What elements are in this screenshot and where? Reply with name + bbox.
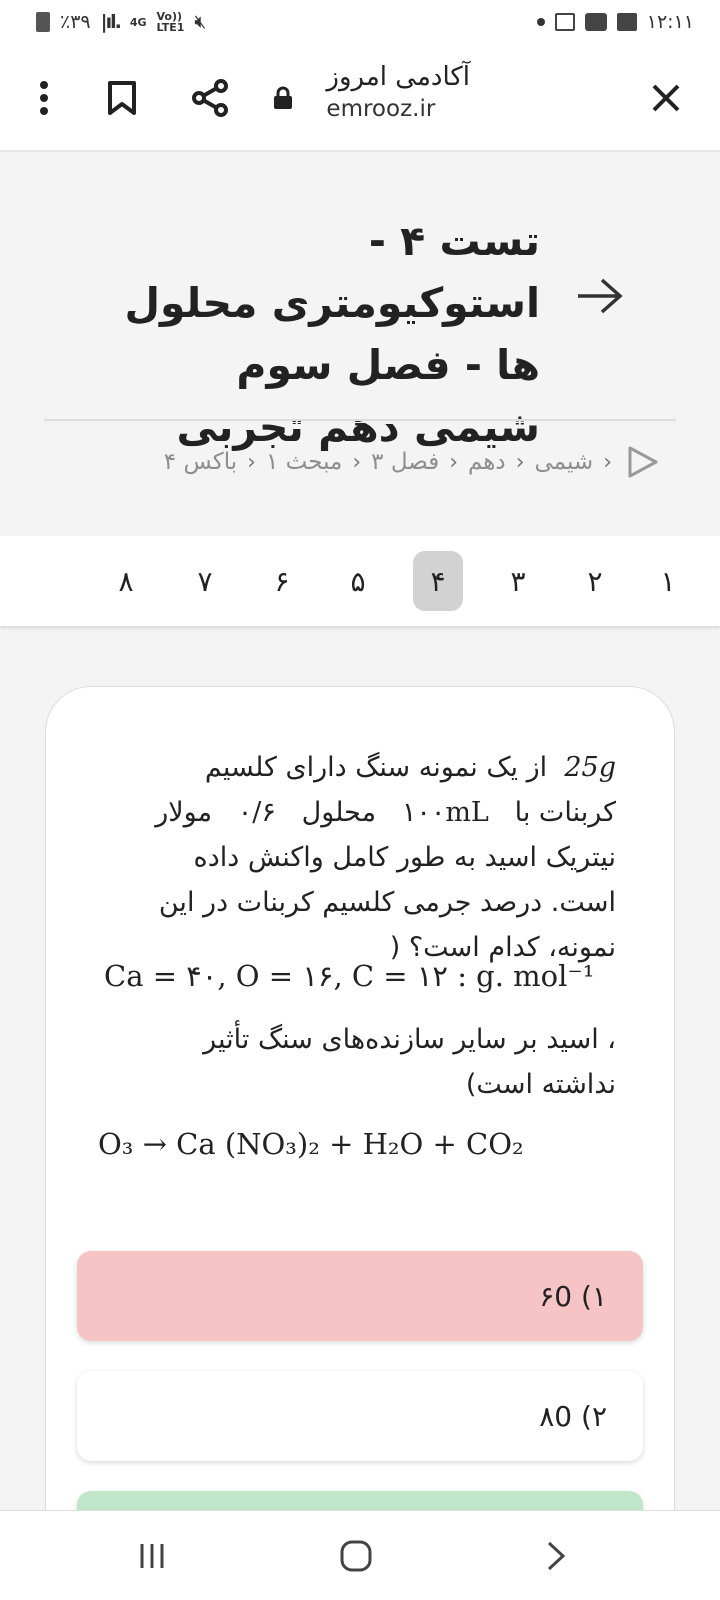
more-options-button[interactable]	[18, 72, 70, 124]
volte-label: Vo))	[156, 10, 183, 23]
share-icon	[191, 79, 229, 117]
status-bar	[0, 0, 720, 44]
question-text-part: از یک نمونه سنگ دارای کلسیم	[204, 752, 548, 783]
question-line: است. درصد جرمی کلسیم کربنات در این	[158, 887, 616, 918]
question-text-part: کربنات با	[514, 797, 616, 828]
chevron-left-icon: ‹	[247, 449, 256, 475]
question-line: نمونه، کدام است؟ (	[389, 932, 616, 963]
notification-dot-icon	[537, 18, 545, 26]
network-volte	[157, 11, 185, 33]
recent-apps-button[interactable]	[122, 1533, 182, 1579]
chevron-left-icon: ‹	[603, 449, 612, 475]
chevron-right-icon	[545, 1540, 567, 1572]
status-right	[537, 11, 694, 33]
question-line	[146, 745, 616, 790]
page-title: تست ۴ - استوکیومتری محلول ها - فصل سوم شیمی دهم تجربی	[124, 217, 540, 451]
answer-option-2[interactable]	[77, 1371, 643, 1461]
chevron-left-icon: ‹	[449, 449, 458, 475]
breadcrumb-item[interactable]: فصل ۳	[371, 449, 440, 475]
page-item-4[interactable]: ۴	[413, 551, 463, 611]
atomic-masses-formula: Ca = ۴۰, O = ۱۶, C = ۱۲ : g. mol⁻¹	[104, 959, 595, 993]
page-header	[0, 152, 720, 536]
question-text-part: محلول	[301, 797, 377, 828]
battery-icon	[36, 12, 50, 32]
solution-volume: ۱۰۰mL	[401, 797, 489, 828]
signal-icon: |ıl.	[100, 11, 120, 33]
close-button[interactable]	[640, 72, 692, 124]
breadcrumb-item[interactable]: مبحث ۱	[265, 449, 343, 475]
question-line: نداشته است)	[465, 1069, 616, 1100]
question-note	[146, 1017, 616, 1107]
breadcrumb-item[interactable]: شیمی	[534, 449, 594, 475]
page-item-2[interactable]: ۲	[587, 564, 603, 598]
breadcrumb	[164, 442, 660, 482]
answer-option-1[interactable]	[77, 1251, 643, 1341]
reaction-equation: O₃ → Ca (NO₃)₂ + H₂O + CO₂	[98, 1127, 524, 1161]
page-item-7[interactable]: ۷	[197, 564, 213, 598]
share-button[interactable]	[184, 72, 236, 124]
breadcrumb-item[interactable]: دهم	[468, 449, 506, 475]
back-button[interactable]	[526, 1533, 586, 1579]
bookmark-icon	[107, 80, 137, 116]
arrow-right-icon[interactable]	[574, 276, 626, 316]
question-text	[146, 745, 616, 970]
chevron-left-icon: ‹	[515, 449, 525, 475]
status-left	[36, 11, 206, 33]
clock: ۱۲:۱۱	[646, 11, 694, 33]
question-line: ، اسید بر سایر سازنده‌های سنگ تأثیر	[203, 1024, 616, 1055]
question-line: نیتریک اسید به طور کامل واکنش داده	[193, 842, 616, 873]
home-button[interactable]	[326, 1533, 386, 1579]
question-text-part: مولار	[155, 797, 213, 828]
calendar-icon	[555, 13, 575, 31]
recent-apps-icon	[137, 1541, 167, 1571]
question-pager	[0, 536, 720, 626]
battery-level: ٪۳۹	[60, 11, 91, 33]
system-nav-bar	[0, 1510, 720, 1600]
chevron-left-icon: ‹	[352, 449, 362, 475]
more-vert-icon	[39, 80, 49, 116]
lock-icon	[272, 86, 294, 110]
question-line	[146, 790, 616, 835]
answer-option-label: ۲) ۸0	[539, 1399, 607, 1433]
home-icon	[339, 1539, 373, 1573]
page-item-6[interactable]: ۶	[274, 564, 290, 598]
page-item-5[interactable]: ۵	[350, 564, 366, 598]
page-item-1[interactable]: ۱	[660, 564, 676, 598]
answer-option-label: ۱) ۶0	[539, 1279, 607, 1313]
breadcrumb-item[interactable]: باکس ۴	[163, 449, 238, 475]
close-icon	[651, 83, 681, 113]
gallery-icon	[617, 13, 637, 31]
sample-mass: 25g	[564, 752, 616, 783]
site-title: آکادمی امروز	[326, 62, 470, 92]
bookmark-button[interactable]	[96, 72, 148, 124]
chat-icon	[585, 13, 607, 31]
molarity-value: ۰/۶	[237, 797, 276, 828]
play-icon[interactable]	[626, 444, 660, 480]
site-info[interactable]	[326, 62, 470, 122]
site-url: emrooz.ir	[326, 96, 436, 122]
question-card	[45, 686, 675, 1586]
browser-toolbar	[0, 44, 720, 152]
network-4g: 4G	[129, 15, 147, 29]
lte-label: LTE1	[156, 21, 185, 34]
page-item-8[interactable]: ۸	[118, 564, 134, 598]
mute-icon: 🔇︎	[194, 11, 207, 33]
page-item-3[interactable]: ۳	[510, 564, 526, 598]
header-divider	[44, 419, 676, 423]
